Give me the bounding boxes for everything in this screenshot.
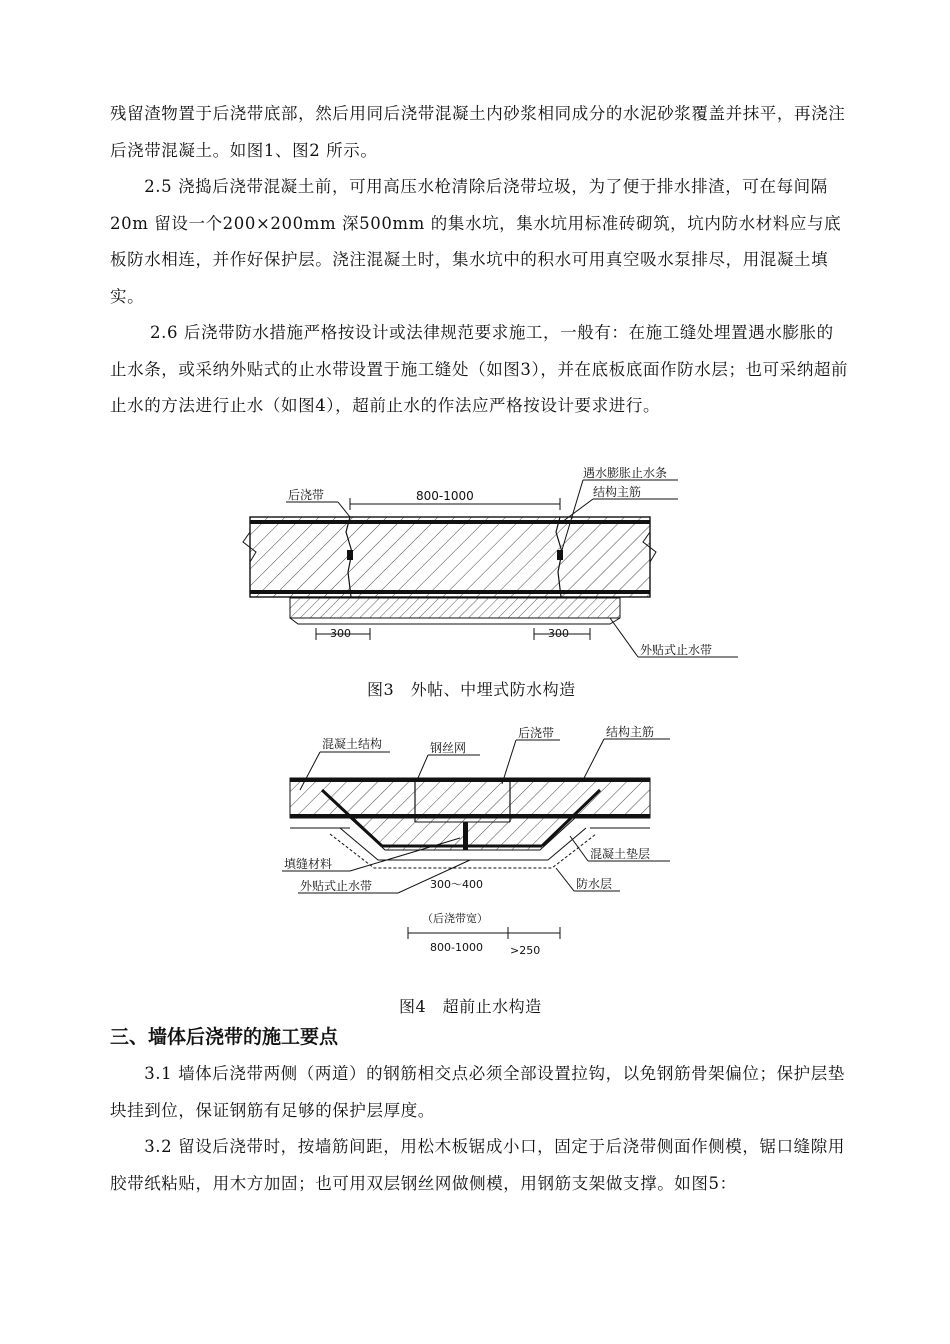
fig4-label-external: 外贴式止水带: [300, 879, 373, 893]
slab-body: [250, 517, 650, 597]
fig3-label-strip: 遇水膨胀止水条: [583, 466, 668, 480]
waterstop-strip-left: [347, 550, 353, 560]
fig3-dim-left: 300: [330, 627, 351, 640]
paragraph-intro: 残留渣物置于后浇带底部，然后用同后浇带混凝土内砂浆相同成分的水泥砂浆覆盖并抹平，再浇注后浇带混凝土。如图1、图2 所示。: [110, 104, 846, 160]
fig4-label-band-width: （后浇带宽）: [422, 912, 488, 925]
fig3-label-rebar: 结构主筋: [593, 485, 642, 499]
fig4-label-dim-extra: >250: [510, 944, 541, 957]
fig4-waterstop: [463, 822, 468, 850]
section-heading-3: 三、墙体后浇带的施工要点: [110, 1026, 339, 1048]
waterstop-strip-right: [557, 550, 563, 560]
figure-3-diagram: [238, 462, 758, 667]
fig3-label-width: 800-1000: [416, 489, 474, 503]
fig4-label-mesh: 钢丝网: [430, 741, 467, 755]
top-rebar: [250, 520, 650, 524]
fig4-label-band: 后浇带: [518, 726, 555, 740]
paragraph-2-6: 2.6 后浇带防水措施严格按设计或法律规范要求施工，一般有：在施工缝处埋置遇水膨胀的止水条，或采纳外贴式的止水带设置于施工缝处（如图3），并在底板底面作防水层；也可采纳超前止水的方法进行止水（如图4），超前止水的作法应严格按设计要求进行。: [110, 323, 849, 415]
fig3-label-external: 外贴式止水带: [640, 643, 713, 657]
fig4-label-cushion: 混凝土垫层: [590, 847, 651, 861]
fig4-label-dim-mid: 300～400: [430, 878, 483, 891]
paragraph-3-1: 3.1 墙体后浇带两侧（两道）的钢筋相交点必须全部设置拉钩，以免钢筋骨架偏位；保护层垫块挂到位，保证钢筋有足够的保护层厚度。: [110, 1064, 845, 1120]
figure-4-diagram: [270, 718, 700, 968]
fig4-label-fill: 填缝材料: [284, 857, 333, 871]
figure-4-caption: 图4 超前止水构造: [399, 997, 542, 1016]
fig3-dim-right: 300: [548, 627, 569, 640]
paragraph-3-2: 3.2 留设后浇带时，按墙筋间距，用松木板锯成小口，固定于后浇带侧面作侧模，锯口缝隙用胶带纸粘贴，用木方加固；也可用双层钢丝网做侧模，用钢筋支架做支撑。如图5：: [110, 1137, 845, 1193]
fig4-label-rebar: 结构主筋: [606, 725, 655, 739]
bottom-rebar: [250, 590, 650, 594]
paragraph-2-5: 2.5 浇捣后浇带混凝土前，可用高压水枪清除后浇带垃圾，为了便于排水排渣，可在每间隔20m 留设一个200×200mm 深500mm 的集水坑，集水坑用标准砖砌筑，坑内防水材料应与底板防水相连，并作好保护层。浇注混凝土时，集水坑中的积水可用真空吸水泵排尽，用混凝土填实。: [110, 177, 842, 306]
fig4-label-dim-width: 800-1000: [430, 941, 483, 954]
fig4-label-concrete: 混凝土结构: [322, 737, 383, 751]
fig4-label-waterproof: 防水层: [576, 877, 613, 891]
fig3-label-band: 后浇带: [288, 488, 325, 502]
figure-3-caption: 图3 外帖、中埋式防水构造: [367, 680, 576, 699]
external-waterstop: [290, 598, 620, 618]
